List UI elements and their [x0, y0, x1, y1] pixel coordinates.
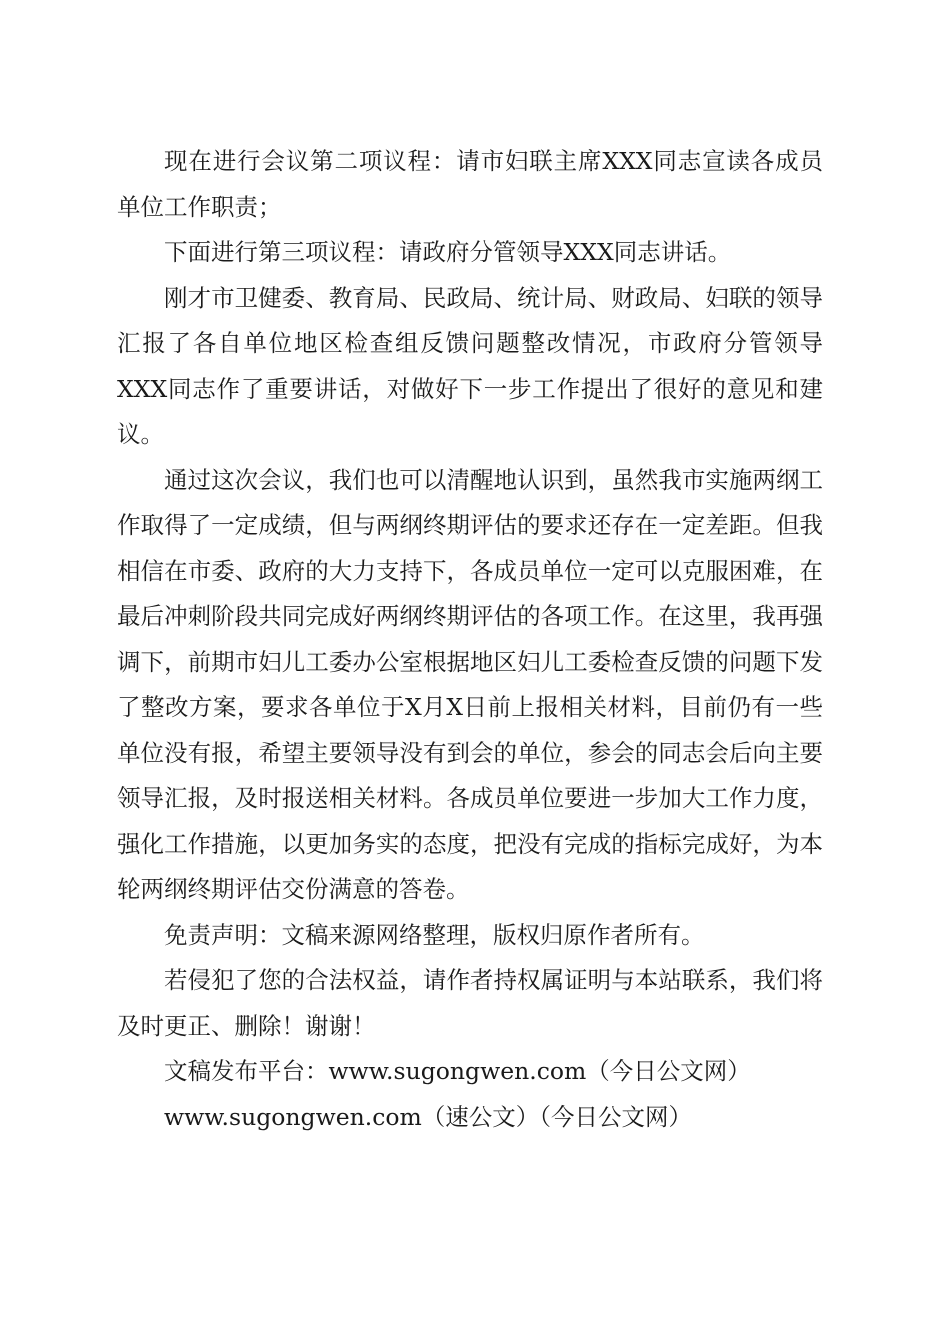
paragraph-disclaimer: 免责声明：文稿来源网络整理，版权归原作者所有。	[164, 920, 705, 949]
paragraph-publish-platform: 文稿发布平台：www.sugongwen.com（今日公文网）	[164, 1057, 751, 1085]
paragraph-main-remarks: 通过这次会议，我们也可以清醒地认识到，虽然我市实施两纲工作取得了一定成绩，但与两纲终期评估的要求还存在一定差距。但我相信在市委、政府的大力支持下，各成员单位一定可以克服困难，在最后冲刺阶段共同完成好两纲终期评估的各项工作。在这里，我再强调下，前期市妇儿工委办公室根据地区妇儿工委检查反馈的问题下发了整改方案，要求各单位于X月X日前上报相关材料，目前仍有一些单位没有报，希望主要领导没有到会的单位，参会的同志会后向主要领导汇报，及时报送相关材料。各成员单位要进一步加大工作力度，强化工作措施，以更加务实的态度，把没有完成的指标完成好，为本轮两纲终期评估交份满意的答卷。	[117, 465, 823, 903]
paragraph-summary: 刚才市卫健委、教育局、民政局、统计局、财政局、妇联的领导汇报了各自单位地区检查组反馈问题整改情况，市政府分管领导XXX同志作了重要讲话，对做好下一步工作提出了很好的意见和建议。	[117, 283, 823, 448]
document-body	[117, 139, 823, 1140]
paragraph-site-url: www.sugongwen.com（速公文）（今日公文网）	[164, 1102, 693, 1131]
paragraph-agenda-item-2: 现在进行会议第二项议程：请市妇联主席XXX同志宣读各成员单位工作职责；	[117, 147, 823, 221]
paragraph-agenda-item-3: 下面进行第三项议程：请政府分管领导XXX同志讲话。	[164, 238, 732, 266]
paragraph-contact-notice: 若侵犯了您的合法权益，请作者持权属证明与本站联系，我们将及时更正、删除！谢谢！	[117, 966, 823, 1040]
